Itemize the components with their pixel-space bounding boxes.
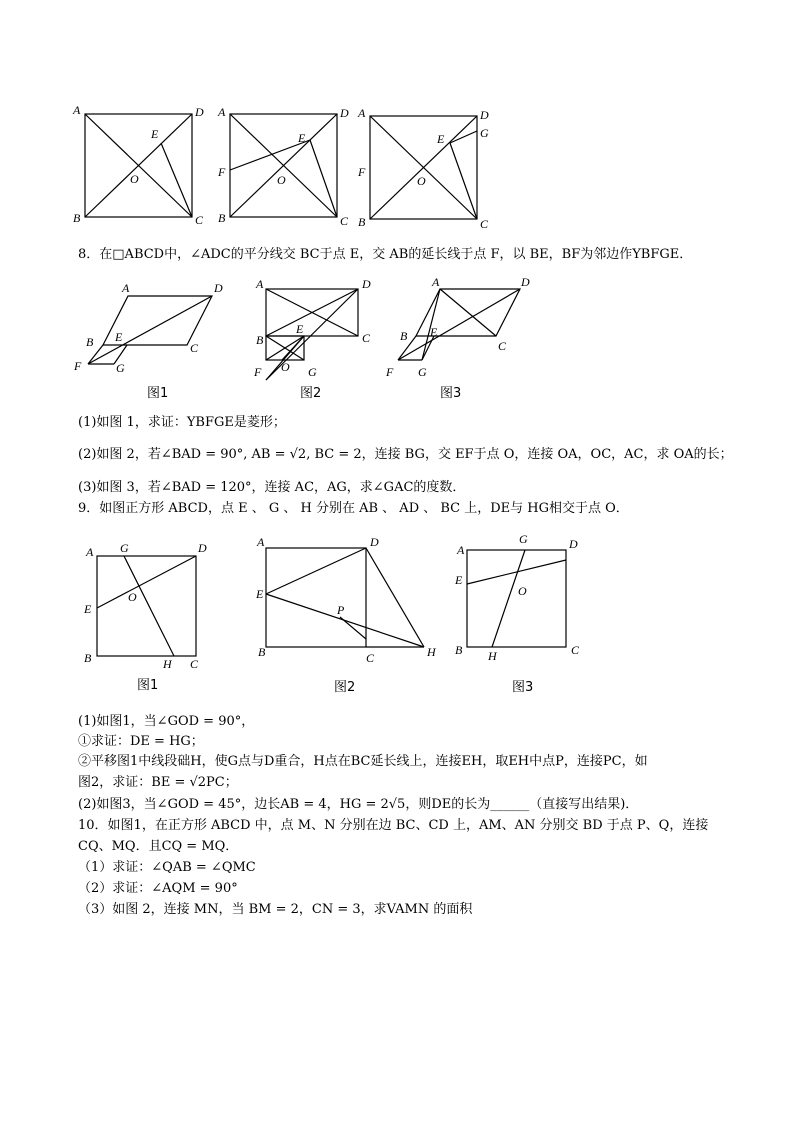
q9-fig3-label-g: G (519, 532, 528, 546)
q8-part1: (1)如图 1，求证：YBFGE是菱形； (78, 415, 286, 430)
q8-fig3-label-e: E (430, 325, 438, 339)
q7-fig1-label-a: A (73, 103, 81, 117)
q7-fig3-label-g: G (480, 126, 489, 140)
q9-fig3-label-h: H (488, 649, 497, 663)
q7-fig3-label-d: D (480, 108, 489, 122)
q8-fig2-label-c: C (362, 331, 371, 345)
q9-caption-3: 图3 (512, 680, 534, 695)
q10-part3: （3）如图 2，连接 MN，当 BM = 2，CN = 3，求VAMN 的面积 (78, 902, 473, 917)
q10-stem-line1: 10．如图1，在正方形 ABCD 中，点 M、N 分别在边 BC、CD 上，AM、AN 分别交 BD 于点 P、Q，连接 (78, 818, 709, 833)
q8-stem: 8．在□ABCD中，∠ADC的平分线交 BC于点 E，交 AB的延长线于点 F，以 BE，BF为邻边作YBFGE． (78, 247, 693, 262)
q9-part1b-line2: 图2，求证：BE = √2PC； (78, 775, 238, 790)
q7-fig1-label-b: B (73, 211, 81, 225)
q7-figures (0, 0, 794, 240)
q9-fig1-label-g: G (120, 541, 129, 555)
q8-figures (0, 272, 794, 402)
q8-fig1-label-f: F (74, 359, 82, 373)
q9-fig1-label-e: E (84, 602, 92, 616)
q7-fig3-label-a: A (358, 106, 366, 120)
q8-fig3-label-b: B (400, 329, 408, 343)
q7-fig1-label-d: D (195, 105, 204, 119)
q8-fig1-label-e: E (115, 330, 123, 344)
q7-fig1-label-c: C (195, 213, 204, 227)
q9-fig3-label-o: O (518, 584, 527, 598)
q8-fig1-label-b: B (86, 335, 94, 349)
q7-fig2-label-f: F (218, 165, 226, 179)
q9-fig2-label-b: B (258, 645, 266, 659)
q9-fig1-label-b: B (84, 651, 92, 665)
q9-caption-2: 图2 (334, 680, 356, 695)
q9-figures (0, 530, 794, 705)
q7-fig2-label-b: B (218, 211, 226, 225)
q9-caption-1: 图1 (137, 678, 159, 693)
q9-fig3-label-e: E (455, 573, 463, 587)
q8-fig1-label-g: G (116, 361, 125, 375)
q8-caption-2: 图2 (300, 386, 322, 401)
q9-fig2-label-p: P (337, 603, 345, 617)
q7-fig3-label-c: C (480, 217, 489, 231)
q7-fig1-label-o: O (130, 172, 139, 186)
q8-part3: (3)如图 3，若∠BAD = 120°，连接 AC，AG，求∠GAC的度数． (78, 480, 466, 495)
q9-fig3-label-b: B (455, 643, 463, 657)
q7-fig3-label-e: E (437, 132, 445, 146)
q8-fig2-label-d: D (362, 277, 371, 291)
q8-caption-3: 图3 (440, 386, 462, 401)
q7-fig1-label-e: E (151, 127, 159, 141)
q7-fig3-label-b: B (358, 215, 366, 229)
q8-fig2-label-a: A (256, 277, 264, 291)
q8-caption-1: 图1 (147, 386, 169, 401)
q9-fig2-label-d: D (370, 535, 379, 549)
q8-fig3-label-c: C (498, 339, 507, 353)
q9-fig1-label-o: O (128, 590, 137, 604)
q10-stem-line2: CQ、MQ．且CQ = MQ． (78, 839, 239, 854)
q8-fig1-label-a: A (122, 281, 130, 295)
q9-fig1-label-c: C (190, 657, 199, 671)
q7-fig3-label-f: F (358, 165, 366, 179)
q9-fig1-label-d: D (198, 541, 207, 555)
q8-fig3-label-g: G (418, 365, 427, 379)
q9-fig1-label-h: H (163, 657, 172, 671)
q7-fig2-label-a: A (218, 105, 226, 119)
q9-fig3-label-c: C (571, 643, 580, 657)
q9-fig3-label-a: A (457, 543, 465, 557)
q8-fig3-label-a: A (432, 275, 440, 289)
q8-fig1-label-c: C (190, 341, 199, 355)
q8-part2: (2)如图 2，若∠BAD = 90°, AB = √2, BC = 2，连接 BG，交 EF于点 O，连接 OA，OC，AC，求 OA的长； (78, 447, 733, 462)
q9-fig1-label-a: A (86, 545, 94, 559)
q7-fig2-label-o: O (277, 173, 286, 187)
q9-part2: (2)如图3，当∠GOD = 45°，边长AB = 4，HG = 2√5，则DE的长为______（直接写出结果)． (78, 797, 639, 812)
q8-fig2-label-f: F (254, 365, 262, 379)
q9-fig2-label-c: C (366, 651, 375, 665)
q8-fig2-label-e: E (296, 322, 304, 336)
q8-fig2-label-g: G (308, 365, 317, 379)
q8-fig2-label-b: B (256, 333, 264, 347)
q9-part1: (1)如图1，当∠GOD = 90°， (78, 714, 255, 729)
q9-part1a: ①求证：DE = HG； (78, 734, 204, 749)
q7-fig2-label-d: D (340, 106, 349, 120)
q9-fig2-label-a: A (257, 535, 265, 549)
q10-part2: （2）求证：∠AQM = 90° (78, 881, 238, 896)
q9-part1b-line1: ②平移图1中线段础H，使G点与D重合，H点在BC延长线上，连接EH，取EH中点P，连接PC，如 (78, 754, 648, 769)
q8-fig2-label-o: O (281, 360, 290, 374)
q8-fig1-label-d: D (214, 281, 223, 295)
q9-fig2-label-h: H (427, 645, 436, 659)
q7-fig3-label-o: O (417, 174, 426, 188)
q9-fig2-label-e: E (256, 587, 264, 601)
q9-stem: 9．如图正方形 ABCD，点 E 、 G 、 H 分别在 AB 、 AD 、 BC 上，DE与 HG相交于点 O． (78, 501, 629, 516)
q7-fig2-label-e: E (298, 131, 306, 145)
q10-part1: （1）求证：∠QAB = ∠QMC (78, 860, 256, 875)
q7-fig2-label-c: C (340, 214, 349, 228)
q8-fig3-label-d: D (521, 275, 530, 289)
q8-fig3-label-f: F (386, 365, 394, 379)
q9-fig3-label-d: D (569, 537, 578, 551)
